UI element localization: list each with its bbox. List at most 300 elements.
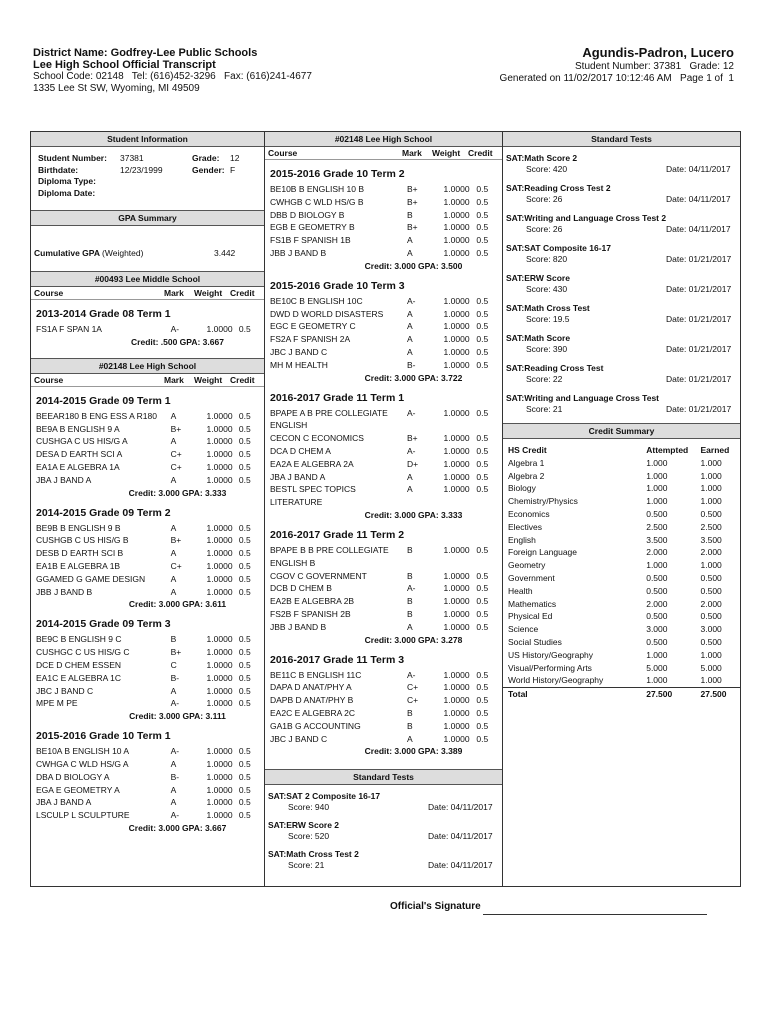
course-name: CGOV C GOVERNMENT [270, 570, 367, 581]
course-mark: C+ [407, 682, 419, 693]
course-name: CUSHGB C US HIS/G B [36, 535, 129, 546]
course-row [265, 595, 502, 608]
course-credit: 0.5 [476, 471, 489, 482]
credit-cell: 1.000 [700, 457, 722, 468]
course-weight: 1.0000 [443, 458, 470, 469]
middle-school-title: #00493 Lee Middle School [31, 271, 264, 287]
course-name: BE10A B ENGLISH 10 A [36, 746, 130, 757]
course-credit: 0.5 [476, 596, 489, 607]
course-mark: A [170, 436, 177, 447]
test-score: Score: 420 [526, 164, 568, 174]
credit-cell: 0.500 [646, 636, 668, 647]
credit-cell: 2.500 [646, 521, 668, 532]
term-summary: Credit: 3.000 GPA: 3.667 [128, 822, 227, 833]
course-mark: A [170, 586, 177, 597]
course-mark: C [170, 659, 177, 670]
credit-cell: 1.000 [646, 649, 668, 660]
credit-row [503, 470, 740, 483]
test-result [268, 831, 502, 841]
course-credit: 0.5 [238, 672, 251, 683]
course-row [265, 295, 502, 308]
course-mark: A- [170, 324, 180, 334]
mid-standard-tests [265, 785, 502, 870]
course-row [265, 221, 502, 234]
credit-cell: 1.000 [646, 496, 668, 507]
course-weight: 1.0000 [206, 324, 233, 334]
course-credit: 0.5 [238, 474, 251, 485]
credit-cell: Economics [508, 508, 550, 519]
test-score: Score: 820 [526, 254, 568, 264]
course-weight: 1.0000 [443, 583, 470, 594]
course-weight: 1.0000 [443, 695, 470, 706]
right-standard-tests [503, 147, 740, 414]
course-row [265, 432, 502, 445]
test-date: Date: 04/11/2017 [666, 164, 731, 174]
course-name: EA2C E ALGEBRA 2C [270, 707, 356, 718]
course-credit: 0.5 [238, 758, 251, 769]
course-credit: 0.5 [476, 544, 489, 555]
course-mark: C+ [170, 560, 182, 571]
test-date: Date: 01/21/2017 [666, 404, 732, 414]
course-name: FS2A F SPANISH 2A [270, 334, 351, 345]
course-row [265, 234, 502, 247]
course-credit: 0.5 [476, 484, 489, 495]
credit-cell: 0.500 [700, 508, 722, 519]
course-mark: B [407, 596, 413, 607]
test-result [268, 802, 502, 812]
credit-cell: 0.500 [646, 572, 668, 583]
course-weight: 1.0000 [206, 535, 233, 546]
course-row [265, 359, 502, 372]
course-credit: 0.5 [476, 583, 489, 594]
term-summary: Credit: 3.000 GPA: 3.611 [128, 599, 227, 610]
credit-cell: 0.500 [700, 611, 722, 622]
test-result [268, 860, 502, 870]
credit-row [503, 521, 740, 534]
credit-summary-table [503, 444, 740, 701]
course-credit: 0.5 [476, 570, 489, 581]
course-name: CUSHGC C US HIS/G C [36, 647, 130, 658]
course-credit: 0.5 [238, 659, 251, 670]
district-name: District Name: Godfrey-Lee Public Schools [33, 47, 258, 59]
course-row [31, 796, 264, 809]
course-mark: A [407, 733, 413, 744]
course-mark: B+ [407, 196, 418, 207]
grade-value: 12 [230, 153, 240, 163]
course-mark: A- [407, 583, 416, 594]
course-credit: 0.5 [238, 647, 251, 658]
course-name: BE9B B ENGLISH 9 B [36, 522, 121, 533]
course-weight: 1.0000 [206, 746, 233, 757]
course-row [31, 672, 264, 685]
course-weight: 1.0000 [206, 522, 233, 533]
credit-row [503, 495, 740, 508]
high-school-terms-mid [265, 168, 502, 757]
course-name: JBA J BAND A [36, 797, 92, 808]
credit-row [503, 534, 740, 547]
middle-column [265, 132, 502, 878]
course-mark: B+ [407, 184, 418, 194]
course-weight: 1.0000 [443, 321, 470, 332]
course-name: BPAPE A B PRE COLLEGIATE ENGLISH [270, 407, 388, 431]
credit-cell: 2.000 [646, 547, 668, 558]
credit-cell: 3.000 [700, 624, 722, 635]
test-item [506, 213, 740, 234]
course-mark: A [170, 797, 177, 808]
school-header [33, 47, 312, 95]
test-date: Date: 01/21/2017 [666, 344, 732, 354]
test-score: Score: 520 [288, 831, 330, 842]
signature-label: Official's Signature [390, 901, 481, 912]
course-credit: 0.5 [238, 698, 251, 709]
course-mark: B- [170, 771, 180, 782]
course-name: BE9A B ENGLISH 9 A [36, 423, 120, 434]
test-date: Date: 04/11/2017 [666, 194, 731, 204]
credit-cell: Government [508, 572, 555, 583]
right-column [503, 132, 740, 701]
course-mark: B [407, 209, 413, 220]
course-row [31, 423, 264, 436]
course-row [31, 745, 264, 758]
student-name: Agundis-Padron, Lucero [582, 45, 734, 60]
course-name: EGA E GEOMETRY A [36, 784, 120, 795]
transcript-frame [30, 131, 741, 887]
course-credit: 0.5 [238, 810, 251, 821]
course-weight: 1.0000 [206, 685, 233, 696]
course-weight: 1.0000 [443, 707, 470, 718]
course-credit: 0.5 [476, 407, 489, 418]
grade-label: Grade: [192, 153, 220, 163]
credit-row [503, 598, 740, 611]
course-row [265, 346, 502, 359]
course-credit: 0.5 [476, 720, 489, 731]
course-mark: B [407, 544, 413, 555]
course-row [31, 435, 264, 448]
course-mark: A [407, 484, 413, 495]
credit-cell: Physical Ed [508, 611, 553, 622]
gpa-label: Cumulative GPA [34, 248, 100, 258]
course-mark: A [170, 410, 177, 421]
course-mark: A [407, 308, 413, 319]
student-info-title: Student Information [31, 132, 264, 147]
course-row [265, 681, 502, 694]
credit-cell: Algebra 2 [508, 470, 545, 481]
credit-cell: Chemistry/Physics [508, 496, 578, 507]
term-summary: Credit: 3.000 GPA: 3.333 [364, 509, 463, 520]
credit-cell: Social Studies [508, 636, 562, 647]
course-mark: B- [170, 672, 180, 683]
course-mark: B+ [170, 647, 182, 658]
course-name: EA1B E ALGEBRA 1B [36, 560, 121, 571]
test-date: Date: 04/11/2017 [666, 224, 731, 234]
test-name: SAT:Reading Cross Test [506, 363, 604, 373]
credit-row [503, 649, 740, 662]
middle-school-terms [31, 308, 264, 348]
test-date: Date: 01/21/2017 [666, 374, 732, 384]
course-credit: 0.5 [238, 461, 251, 472]
term-summary: Credit: 3.000 GPA: 3.333 [128, 487, 227, 498]
course-mark: B+ [170, 423, 182, 434]
credit-cell: 0.500 [700, 572, 722, 583]
course-weight: 1.0000 [443, 308, 470, 319]
course-row [31, 323, 264, 336]
course-mark: A- [170, 698, 180, 709]
course-row [31, 573, 264, 586]
course-row [31, 633, 264, 646]
course-weight: 1.0000 [206, 758, 233, 769]
student-number-line: Student Number: 37381 Grade: 12 [575, 61, 734, 72]
course-weight: 1.0000 [443, 346, 470, 357]
course-weight: 1.0000 [443, 621, 470, 632]
course-weight: 1.0000 [206, 698, 233, 709]
high-school-title: #02148 Lee High School [31, 358, 264, 374]
credit-cell: 3.500 [700, 534, 722, 545]
credit-header-cell: Earned [700, 445, 730, 455]
course-row [31, 697, 264, 710]
course-credit: 0.5 [238, 535, 251, 546]
course-credit: 0.5 [238, 548, 251, 559]
credit-cell: Biology [508, 483, 536, 494]
course-credit: 0.5 [476, 445, 489, 456]
course-credit: 0.5 [476, 209, 489, 220]
course-credit: 0.5 [238, 771, 251, 782]
course-weight: 1.0000 [206, 672, 233, 683]
credit-row [503, 662, 740, 675]
course-mark: B [407, 720, 413, 731]
test-name: SAT:Writing and Language Cross Test 2 [506, 213, 667, 223]
credit-summary-title: Credit Summary [503, 423, 740, 439]
course-credit: 0.5 [238, 560, 251, 571]
course-row [265, 720, 502, 733]
diploma-date-label: Diploma Date: [38, 187, 96, 198]
course-name: JBA J BAND A [36, 474, 92, 485]
credit-cell: 2.500 [700, 521, 722, 532]
credit-header-cell: HS Credit [508, 445, 547, 455]
course-name: CECON C ECONOMICS [270, 433, 364, 444]
course-mark: A- [170, 810, 180, 821]
course-row [31, 547, 264, 560]
credit-row [503, 572, 740, 585]
course-weight: 1.0000 [443, 733, 470, 744]
student-number: 37381 [120, 153, 144, 163]
course-row [265, 544, 502, 570]
course-name: DBB D BIOLOGY B [270, 209, 345, 220]
test-score: Score: 390 [526, 344, 568, 354]
course-row [265, 669, 502, 682]
test-name: SAT:Math Cross Test 2 [268, 849, 359, 860]
credit-cell: 1.000 [646, 675, 668, 686]
test-item [506, 243, 740, 264]
course-name: MH M HEALTH [270, 359, 328, 370]
left-column [31, 132, 264, 834]
course-credit: 0.5 [476, 222, 489, 233]
credit-cell: 1.000 [646, 560, 668, 571]
term-title: 2015-2016 Grade 10 Term 1 [36, 730, 171, 743]
high-school-title-mid: #02148 Lee High School [265, 132, 502, 147]
course-weight: 1.0000 [206, 410, 233, 421]
credit-total-cell: 27.500 [646, 689, 673, 700]
course-name: DCB D CHEM B [270, 583, 332, 594]
course-credit: 0.5 [476, 196, 489, 207]
course-row [31, 522, 264, 535]
course-name: DCE D CHEM ESSEN [36, 659, 122, 670]
course-row [265, 707, 502, 720]
course-mark: A- [407, 445, 416, 456]
course-credit: 0.5 [238, 634, 251, 645]
credit-summary-header [503, 444, 740, 457]
credit-cell: Health [508, 585, 533, 596]
credit-cell: 2.000 [700, 598, 722, 609]
course-row [31, 461, 264, 474]
course-credit: 0.5 [476, 295, 489, 306]
course-mark: A- [170, 746, 180, 757]
course-credit: 0.5 [476, 621, 489, 632]
course-header: Course Mark Weight Credit [31, 374, 264, 387]
test-date: Date: 01/21/2017 [666, 284, 732, 294]
credit-cell: 1.000 [646, 483, 668, 494]
course-credit: 0.5 [238, 436, 251, 447]
credit-cell: 0.500 [700, 585, 722, 596]
course-weight: 1.0000 [206, 436, 233, 447]
course-name: DAPA D ANAT/PHY A [270, 682, 352, 693]
course-row [31, 659, 264, 672]
course-credit: 0.5 [476, 346, 489, 357]
course-mark: A [407, 621, 413, 632]
course-weight: 1.0000 [443, 196, 470, 207]
credit-cell: 1.000 [646, 470, 668, 481]
credit-cell: 3.500 [646, 534, 668, 545]
course-credit: 0.5 [238, 573, 251, 584]
course-weight: 1.0000 [443, 359, 470, 370]
test-item [268, 791, 502, 812]
course-mark: C+ [407, 695, 419, 706]
credit-row [503, 585, 740, 598]
course-mark: B+ [170, 535, 182, 546]
course-weight: 1.0000 [443, 544, 470, 555]
gpa-summary [31, 226, 264, 258]
course-row [31, 474, 264, 487]
credit-cell: Mathematics [508, 598, 557, 609]
course-mark: A [407, 247, 413, 258]
course-credit: 0.5 [238, 449, 251, 460]
course-name: DESB D EARTH SCI B [36, 548, 124, 559]
course-weight: 1.0000 [206, 771, 233, 782]
credit-cell: 1.000 [700, 560, 722, 571]
credit-cell: Science [508, 624, 539, 635]
test-item [268, 849, 502, 870]
test-result [506, 194, 740, 204]
course-name: EA1C E ALGEBRA 1C [36, 672, 122, 683]
course-name: CUSHGA C US HIS/G A [36, 436, 128, 447]
course-name: BE10B B ENGLISH 10 B [270, 184, 365, 194]
course-row [265, 608, 502, 621]
course-weight: 1.0000 [443, 445, 470, 456]
course-mark: A [407, 334, 413, 345]
test-name: SAT:SAT Composite 16-17 [506, 243, 612, 253]
test-name: SAT:ERW Score 2 [268, 820, 340, 831]
term-title: 2016-2017 Grade 11 Term 2 [270, 528, 405, 541]
course-weight: 1.0000 [443, 570, 470, 581]
course-row [31, 646, 264, 659]
course-weight: 1.0000 [206, 586, 233, 597]
course-mark: A [407, 321, 413, 332]
course-weight: 1.0000 [443, 596, 470, 607]
course-name: JBB J BAND B [36, 586, 93, 597]
course-name: BE10C B ENGLISH 10C [270, 295, 363, 306]
test-name: SAT:Math Cross Test [506, 303, 590, 313]
test-name: SAT:Math Score [506, 333, 571, 343]
test-result [506, 164, 740, 174]
course-credit: 0.5 [476, 682, 489, 693]
course-mark: B [407, 608, 413, 619]
course-mark: A [170, 474, 177, 485]
term-title: 2014-2015 Grade 09 Term 1 [36, 394, 171, 407]
test-score: Score: 940 [288, 802, 330, 813]
course-row [31, 586, 264, 599]
course-name: FS1A F SPAN 1A [36, 324, 102, 334]
test-item [506, 273, 740, 294]
test-item [506, 153, 740, 174]
course-row [265, 471, 502, 484]
course-weight: 1.0000 [206, 461, 233, 472]
course-credit: 0.5 [238, 685, 251, 696]
course-weight: 1.0000 [206, 647, 233, 658]
course-weight: 1.0000 [443, 669, 470, 680]
course-mark: A [170, 685, 177, 696]
course-weight: 1.0000 [206, 560, 233, 571]
course-mark: A- [407, 407, 416, 418]
term-summary: Credit: .500 GPA: 3.667 [131, 336, 224, 347]
course-name: CWHGB C WLD HS/G B [270, 196, 364, 207]
course-row [265, 407, 502, 433]
course-weight: 1.0000 [443, 247, 470, 258]
course-mark: A [170, 548, 177, 559]
course-credit: 0.5 [476, 247, 489, 258]
course-name: DWD D WORLD DISASTERS [270, 308, 384, 319]
school-address: 1335 Lee St SW, Wyoming, MI 49509 [33, 83, 200, 94]
credit-cell: 2.000 [700, 547, 722, 558]
course-credit: 0.5 [476, 707, 489, 718]
gpa-value: 3.442 [214, 248, 236, 258]
course-name: BE9C B ENGLISH 9 C [36, 634, 122, 645]
school-contact: School Code: 02148 Tel: (616)452-3296 Fax: (616)241-4677 [33, 71, 312, 82]
test-score: Score: 21 [288, 860, 325, 871]
term-title: 2014-2015 Grade 09 Term 2 [36, 506, 171, 519]
test-item [506, 183, 740, 204]
course-weight: 1.0000 [443, 484, 470, 495]
term-title: 2013-2014 Grade 08 Term 1 [36, 308, 171, 320]
gender-label: Gender: [192, 164, 225, 175]
course-credit: 0.5 [476, 235, 489, 246]
course-credit: 0.5 [238, 410, 251, 421]
course-name: DBA D BIOLOGY A [36, 771, 110, 782]
course-credit: 0.5 [238, 423, 251, 434]
credit-total-cell: 27.500 [700, 689, 727, 700]
credit-row [503, 457, 740, 470]
course-row [31, 410, 264, 423]
credit-cell: 5.000 [700, 662, 722, 673]
course-row [265, 445, 502, 458]
term-summary: Credit: 3.000 GPA: 3.278 [364, 634, 463, 645]
course-weight: 1.0000 [206, 810, 233, 821]
mid-tests-title: Standard Tests [265, 769, 502, 785]
student-header [500, 47, 734, 85]
test-score: Score: 21 [526, 404, 563, 414]
course-name: JBC J BAND C [270, 346, 328, 357]
credit-cell: 0.500 [646, 585, 668, 596]
credit-header-cell: Attempted [646, 445, 689, 455]
course-row [31, 685, 264, 698]
